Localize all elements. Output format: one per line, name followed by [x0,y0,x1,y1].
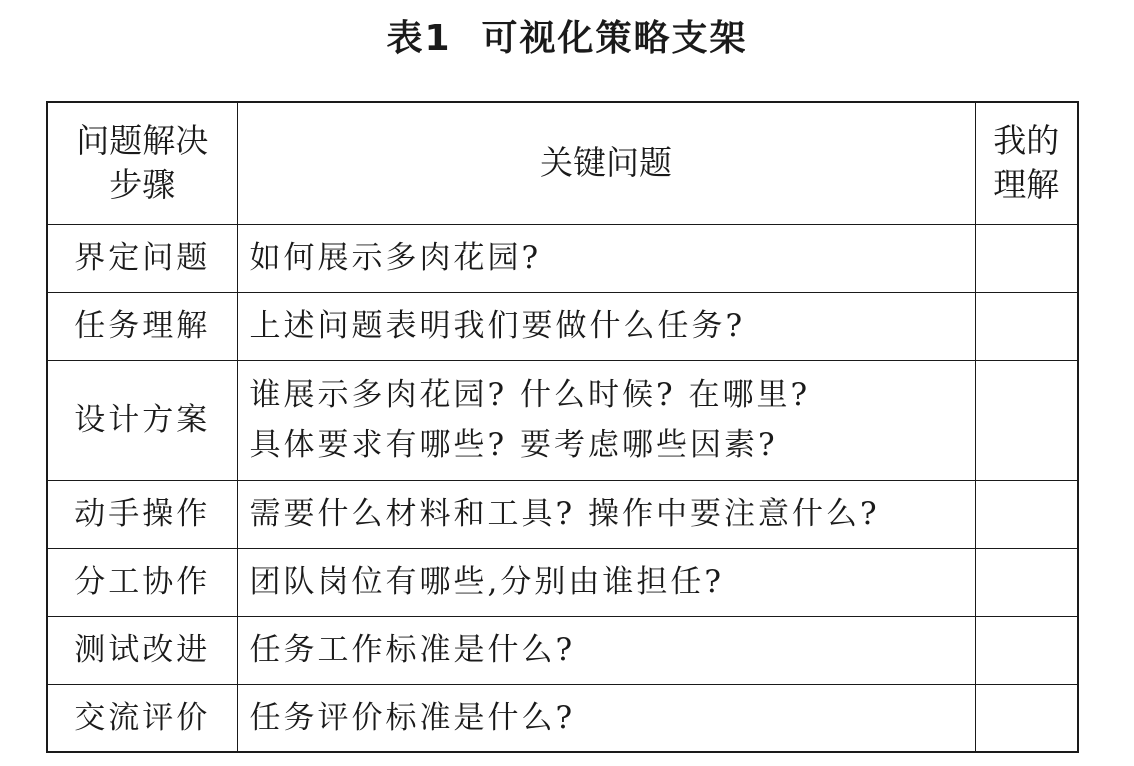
header-row [47,102,1078,224]
question-line: 需要什么材料和工具? 操作中要注意什么? [249,496,880,532]
question-cell [237,684,975,752]
step-cell: 交流评价 [47,684,237,752]
table-row [47,684,1078,752]
question-line: 任务工作标准是什么? [249,632,576,668]
understanding-cell[interactable] [975,548,1078,616]
question-cell [237,616,975,684]
understanding-cell[interactable] [975,480,1078,548]
question-cell [237,224,975,292]
table-row [47,480,1078,548]
understanding-cell[interactable] [975,616,1078,684]
question-line: 谁展示多肉花园? 什么时候? 在哪里? [249,377,811,413]
table-row [47,548,1078,616]
step-cell: 设计方案 [47,360,237,480]
question-cell [237,360,975,480]
question-line: 任务评价标准是什么? [249,699,576,736]
understanding-cell[interactable] [975,684,1078,752]
understanding-cell[interactable] [975,360,1078,480]
header-understanding [975,102,1078,224]
header-step-line: 问题解决 [76,121,209,161]
question-line: 如何展示多肉花园? [249,240,542,276]
question-cell [237,292,975,360]
question-cell [237,480,975,548]
header-understanding-line: 理解 [993,165,1060,205]
table-row [47,292,1078,360]
understanding-cell[interactable] [975,224,1078,292]
step-cell: 动手操作 [47,480,237,548]
table-row [47,224,1078,292]
table-caption [0,14,1134,64]
step-cell: 分工协作 [47,548,237,616]
question-line: 具体要求有哪些? 要考虑哪些因素? [249,427,778,463]
table-number: 表1 [386,18,452,59]
table-row [47,616,1078,684]
step-cell: 测试改进 [47,616,237,684]
step-cell: 任务理解 [47,292,237,360]
header-question: 关键问题 [237,102,975,224]
table-row [47,360,1078,480]
strategy-table [46,101,1079,753]
header-understanding-line: 我的 [993,121,1060,161]
table-title: 可视化策略支架 [481,18,748,59]
header-step [47,102,237,224]
understanding-cell[interactable] [975,292,1078,360]
step-cell: 界定问题 [47,224,237,292]
question-line: 上述问题表明我们要做什么任务? [249,308,746,344]
question-line: 团队岗位有哪些,分别由谁担任? [249,564,724,600]
header-step-line: 步骤 [109,165,176,205]
question-cell [237,548,975,616]
